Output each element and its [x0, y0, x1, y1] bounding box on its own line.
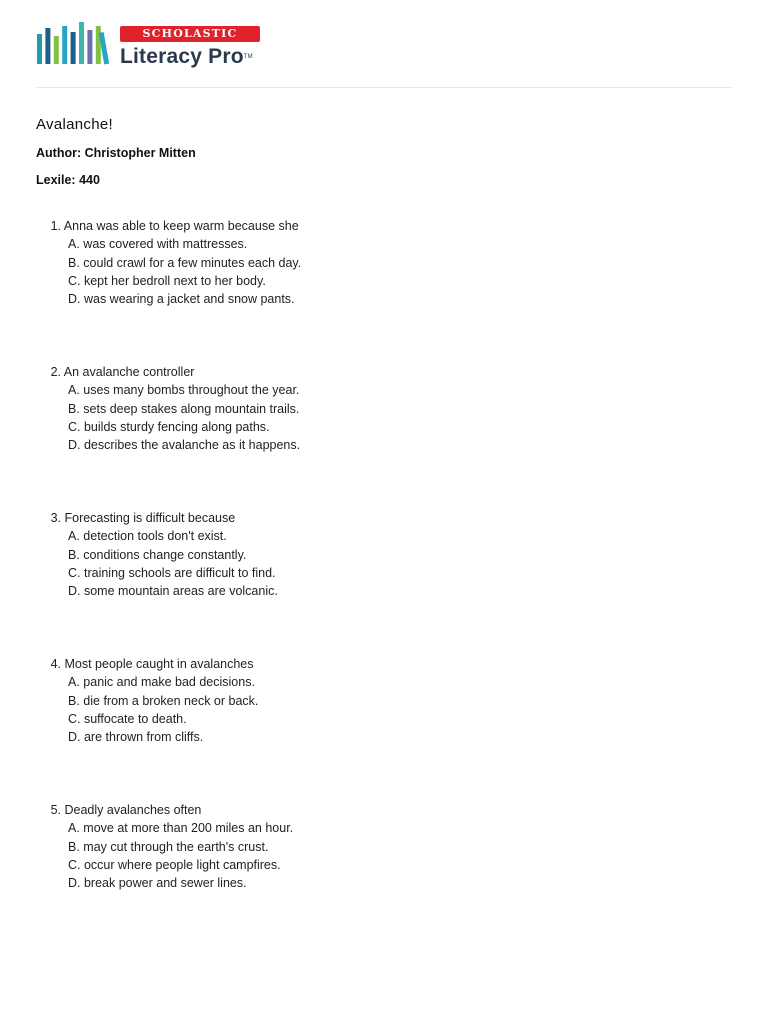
choice-text: was wearing a jacket and snow pants. — [83, 292, 295, 307]
literacy-pro-logo-text — [120, 44, 253, 70]
answer-choice — [68, 418, 696, 436]
answer-choice — [68, 874, 696, 892]
logo-book-spine — [71, 32, 76, 64]
answer-choice — [68, 673, 696, 691]
answer-choice — [68, 710, 696, 728]
question-item — [36, 217, 696, 363]
question-item — [36, 655, 696, 801]
answer-choice — [68, 838, 696, 856]
scholastic-brand-badge: SCHOLASTIC — [120, 26, 260, 42]
question-stem — [36, 801, 696, 819]
choice-label: A. — [68, 675, 80, 690]
choice-text: could crawl for a few minutes each day. — [83, 255, 302, 270]
question-number: 4. — [50, 657, 61, 671]
choice-label: C. — [68, 857, 81, 872]
answer-choice — [68, 290, 696, 308]
choice-label: C. — [68, 273, 81, 288]
choice-label: B. — [68, 839, 80, 854]
answer-choice — [68, 436, 696, 454]
choice-text: occur where people light campfires. — [83, 857, 281, 872]
answer-choice — [68, 235, 696, 253]
question-stem — [36, 363, 696, 381]
answer-choice — [68, 254, 696, 272]
choice-label: D. — [68, 584, 81, 599]
choice-label: C. — [68, 419, 81, 434]
question-stem — [36, 655, 696, 673]
choice-text: uses many bombs throughout the year. — [83, 383, 300, 398]
logo-book-spine — [37, 34, 42, 64]
answer-choice — [68, 819, 696, 837]
logo-book-spine — [96, 26, 101, 64]
logo-book-spine — [54, 36, 59, 64]
answer-choice — [68, 272, 696, 290]
answer-choice — [68, 564, 696, 582]
choice-label: A. — [68, 529, 80, 544]
answer-choice — [68, 546, 696, 564]
choice-text: conditions change constantly. — [83, 547, 247, 562]
answer-choice — [68, 400, 696, 418]
choice-label: A. — [68, 383, 80, 398]
answer-choices — [36, 819, 696, 892]
question-number: 2. — [50, 365, 61, 379]
choice-text: sets deep stakes along mountain trails. — [83, 401, 300, 416]
answer-choices — [36, 673, 696, 746]
answer-choice — [68, 728, 696, 746]
question-item — [36, 801, 696, 947]
choice-label: A. — [68, 237, 80, 252]
question-text: Forecasting is difficult because — [64, 511, 236, 525]
choice-text: training schools are difficult to find. — [83, 565, 276, 580]
question-number: 1. — [50, 219, 61, 233]
logo-book-spine — [62, 26, 67, 64]
book-spines-logo-icon — [36, 18, 116, 68]
question-text: Deadly avalanches often — [64, 803, 202, 817]
answer-choices — [36, 527, 696, 600]
question-item — [36, 509, 696, 655]
question-text: Most people caught in avalanches — [64, 657, 254, 671]
choice-label: B. — [68, 255, 80, 270]
choice-text: some mountain areas are volcanic. — [83, 584, 278, 599]
choice-label: D. — [68, 292, 81, 307]
question-stem — [36, 217, 696, 235]
choice-label: D. — [68, 730, 81, 745]
question-number: 5. — [50, 803, 61, 817]
choice-text: builds sturdy fencing along paths. — [83, 419, 270, 434]
question-text: Anna was able to keep warm because she — [63, 219, 299, 233]
lexile-line: Lexile: 440 — [36, 173, 100, 187]
question-text: An avalanche controller — [63, 365, 195, 379]
choice-text: was covered with mattresses. — [83, 237, 248, 252]
choice-text: move at more than 200 miles an hour. — [83, 821, 294, 836]
question-list — [36, 217, 696, 947]
question-stem — [36, 509, 696, 527]
trademark-mark: TM — [243, 54, 253, 60]
answer-choices — [36, 381, 696, 454]
question-number: 3. — [50, 511, 61, 525]
question-item — [36, 363, 696, 509]
choice-label: C. — [68, 565, 81, 580]
document-title: Avalanche! — [36, 116, 113, 133]
choice-text: may cut through the earth's crust. — [83, 839, 269, 854]
answer-choices — [36, 235, 696, 308]
page-header — [36, 18, 732, 88]
logo-book-spine — [79, 22, 84, 64]
answer-choice — [68, 381, 696, 399]
answer-choice — [68, 582, 696, 600]
choice-label: A. — [68, 821, 80, 836]
choice-text: are thrown from cliffs. — [83, 730, 204, 745]
choice-text: detection tools don't exist. — [83, 529, 227, 544]
choice-label: C. — [68, 711, 81, 726]
choice-label: B. — [68, 693, 80, 708]
answer-choice — [68, 692, 696, 710]
choice-label: B. — [68, 547, 80, 562]
choice-text: suffocate to death. — [83, 711, 187, 726]
logo-book-spine — [87, 30, 92, 64]
choice-text: kept her bedroll next to her body. — [83, 273, 266, 288]
choice-text: describes the avalanche as it happens. — [83, 438, 301, 453]
answer-choice — [68, 527, 696, 545]
answer-choice — [68, 856, 696, 874]
logo-book-spine — [45, 28, 50, 64]
choice-label: D. — [68, 876, 81, 891]
choice-text: break power and sewer lines. — [83, 876, 247, 891]
choice-text: panic and make bad decisions. — [83, 675, 255, 690]
choice-label: B. — [68, 401, 80, 416]
choice-text: die from a broken neck or back. — [83, 693, 259, 708]
choice-label: D. — [68, 438, 81, 453]
author-line: Author: Christopher Mitten — [36, 146, 196, 160]
header-divider — [36, 87, 732, 88]
product-name: Literacy Pro — [120, 45, 244, 68]
